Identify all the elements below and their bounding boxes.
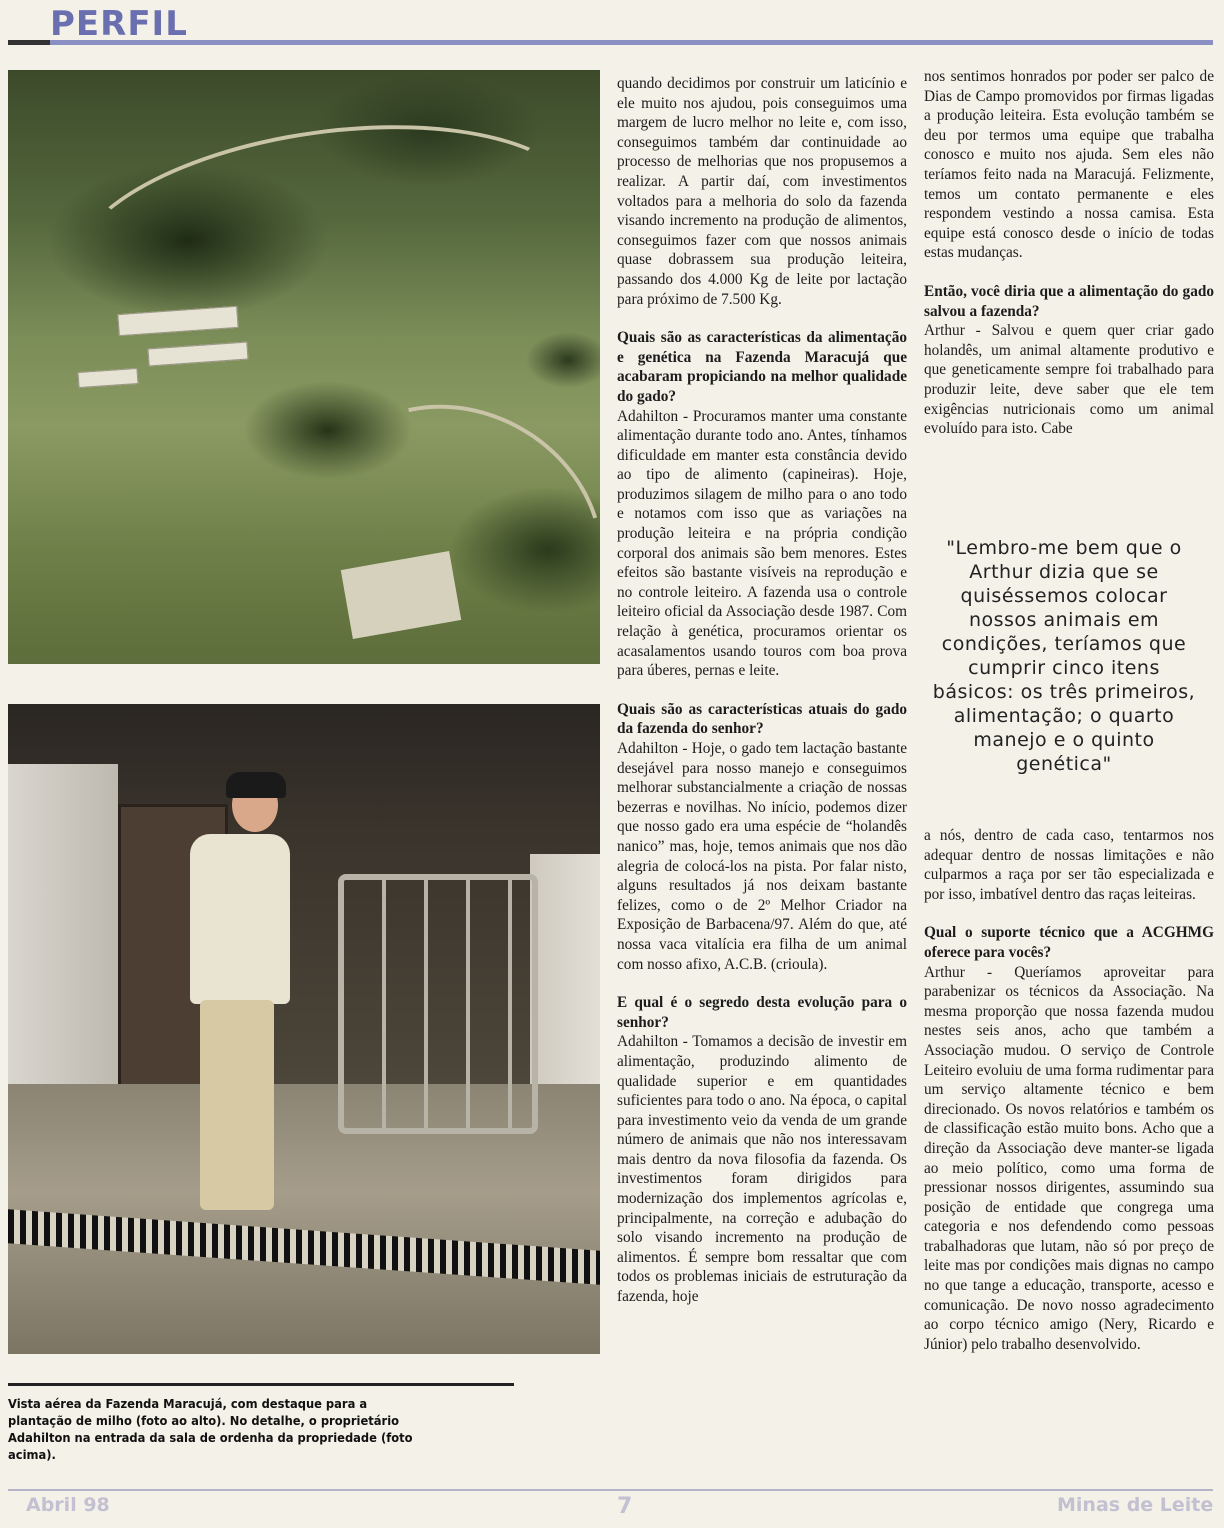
milking-room-photo — [8, 704, 600, 1354]
paragraph: a nós, dentro de cada caso, tentarmos nos adequar dentro de nossas limitações e não culparmos a raça por ser tão especializada e por isso, imbatível dentro das raças leiteiras. — [924, 827, 1214, 903]
publication-name: Minas de Leite — [1057, 1494, 1214, 1516]
section-title: PERFIL — [50, 4, 188, 44]
interview-question: Quais são as características da alimentação e genética na Fazenda Maracujá que acabaram propiciando na melhor qualidade do gado? — [617, 329, 907, 405]
interview-question: Qual o suporte técnico que a ACGHMG oferece para vocês? — [924, 924, 1214, 961]
interview-question: E qual é o segredo desta evolução para o senhor? — [617, 994, 907, 1031]
header-rule — [8, 40, 1213, 45]
interview-answer: Arthur - Salvou e quem quer criar gado holandês, um animal altamente produtivo e que geneticamente sempre foi trabalhado para produzir leite, deve saber que ele tem exigências nutricionais como um animal evoluído para isto. Cabe — [924, 322, 1214, 438]
footer-issue-date: Abril 98 — [26, 1494, 110, 1516]
footer-rule — [8, 1489, 1213, 1491]
pull-quote: "Lembro-me bem que o Arthur dizia que se quiséssemos colocar nossos animais em condições, teríamos que cumprir cinco itens básicos: os três primeiros, alimentação; o quarto manejo e o quinto genética" — [932, 537, 1196, 775]
photo-caption: Vista aérea da Fazenda Maracujá, com destaque para a plantação de milho (foto ao alto). No detalhe, o proprietário Adahilton na entrada da sala de ordenha da propriedade (foto acima). — [8, 1396, 413, 1462]
caption-rule — [8, 1383, 514, 1386]
interview-answer: Adahilton - Tomamos a decisão de investir em alimentação, produzindo alimento de qualidade superior e em quantidades suficientes para todo o ano. Na época, o capital para investimento veio da venda de um grande número de animais que não nos interessavam mais dentro da nova filosofia da fazenda. Os investimentos foram dirigidos para modernização dos implementos agrícolas e, principalmente, na correção e adubação do solo visando incremento na produção de alimentos. É sempre bom ressaltar que com todos os problemas iniciais de estruturação da fazenda, hoje — [617, 1033, 907, 1306]
paragraph: nos sentimos honrados por poder ser palco de Dias de Campo promovidos por firmas ligadas a produção leiteira. Esta evolução também se deu por termos uma equipe que trabalha conosco e muito nos ajuda. Sem eles não teríamos feito nada na Maracujá. Felizmente, temos um contato permanente e eles respondem vestindo a nossa camisa. Esta equipe está conosco desde o início de todas estas mudanças. — [924, 68, 1214, 262]
article-column-3-top — [924, 67, 1214, 439]
page-number: 7 — [617, 1494, 633, 1519]
interview-answer: Adahilton - Hoje, o gado tem lactação bastante desejável para nosso manejo e conseguimos melhorar substancialmente a criação de nossas bezerras e novilhas. No início, podemos dizer que nosso gado era uma espécie de “holandês nanico” mas, hoje, temos animais que nos dão alegria de colocá-los na pista. Por falar nisto, alguns resultados já nos deixam bastante felizes, como o de 2º Melhor Criador na Exposição de Barbacena/97. Além do que, até nossa vaca vitalícia era filha de um animal com nosso afixo, A.C.B. (crioula). — [617, 740, 907, 973]
interview-question: Quais são as características atuais do gado da fazenda do senhor? — [617, 700, 907, 738]
paragraph: quando decidimos por construir um laticínio e ele muito nos ajudou, pois conseguimos uma margem de lucro melhor no leite e, com isso, conseguimos também dar continuidade ao processo de melhorias que nos propusemos a realizar. A partir daí, com investimentos voltados para a melhoria do solo da fazenda visando incremento na produção de alimentos, conseguimos fazer com que nossos animais quase dobrassem sua produção leiteira, passando dos 4.000 Kg de leite por lactação para próximo de 7.500 Kg. — [617, 75, 907, 308]
aerial-farm-photo — [8, 70, 600, 664]
article-column-3-bottom — [924, 826, 1214, 1354]
interview-question: Então, você diria que a alimentação do gado salvou a fazenda? — [924, 282, 1214, 320]
header-rule-accent — [8, 40, 50, 45]
interview-answer: Arthur - Queríamos aproveitar para parabenizar os técnicos da Associação. Na mesma proporção que nossa fazenda mudou nestes seis anos, acho que também a Associação mudou. O serviço de Controle Leiteiro evoluiu de uma forma rudimentar para um serviço altamente técnico e bem direcionado. Os novos relatórios e também os de classificação estão muito bons. Acho que a direção da Associação deve manter-se ligada ao meio político, como uma forma de pressionar nossos dirigentes, assumindo sua posição de entidade que congrega uma categoria e nos defendendo como pessoas trabalhadoras que lutam, não só por preço de leite mas por condições mais dignas no campo no que tange a educação, transporte, acesso e comunicação. De novo nosso agradecimento ao corpo técnico amigo (Nery, Ricardo e Júnior) pelo trabalho desenvolvido. — [924, 963, 1214, 1353]
article-column-2 — [617, 74, 907, 1307]
interview-answer: Adahilton - Procuramos manter uma constante alimentação durante todo ano. Antes, tínhamos dificuldade em manter esta constância devido ao tipo de alimento (capineiras). Hoje, produzimos silagem de milho para o ano todo e notamos com isso que as variações na produção leiteira e na própria condição corporal dos animais são bem menores. Estes efeitos são bastante visíveis na reprodução e no controle leiteiro. A fazenda usa o controle leiteiro oficial da Associação desde 1987. Com relação à genética, procuramos orientar os acasalamentos usando touros com boa prova para úberes, pernas e leite. — [617, 407, 907, 680]
farmer-figure — [180, 778, 290, 1218]
